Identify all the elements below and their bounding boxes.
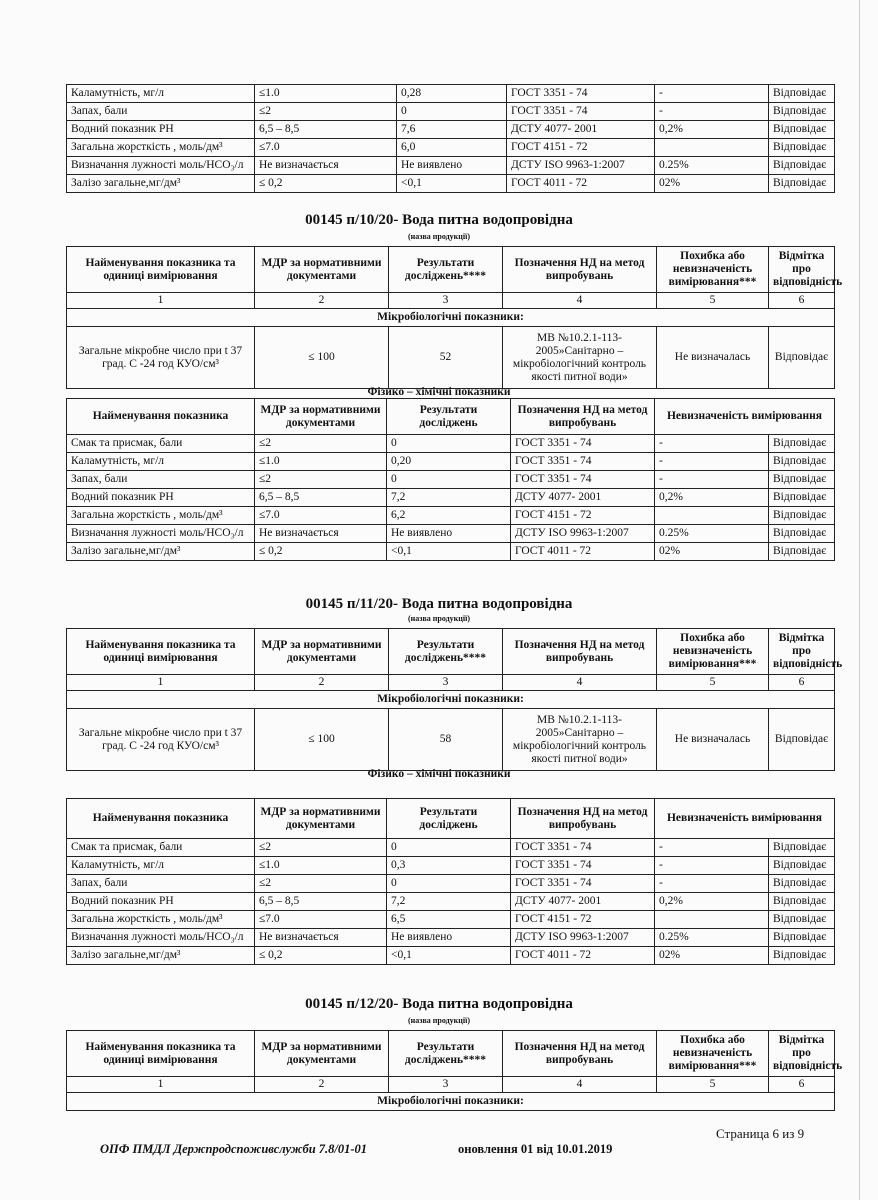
cell-col-5 bbox=[655, 911, 769, 929]
table-row bbox=[67, 875, 835, 893]
cell-col-6: Відповідає bbox=[769, 525, 835, 543]
column-number-2: 2 bbox=[255, 675, 389, 691]
cell-col-5: - bbox=[655, 435, 769, 453]
cell-col-1: Водний показник РН bbox=[67, 893, 255, 911]
column-header-3: Результати досліджень bbox=[387, 799, 511, 839]
cell-col-4: ДСТУ 4077- 2001 bbox=[507, 121, 655, 139]
column-header-4: Позначення НД на метод випробувань bbox=[511, 399, 655, 435]
cell-col-4: ГОСТ 4011 - 72 bbox=[507, 175, 655, 193]
cell-col-5: 02% bbox=[655, 947, 769, 965]
cell-col-2: ≤1.0 bbox=[255, 85, 397, 103]
cell-col-4: МВ №10.2.1-113-2005»Санітарно – мікробіологічний контроль якості питної води» bbox=[503, 327, 657, 389]
cell-col-1: Каламутність, мг/л bbox=[67, 453, 255, 471]
cell-col-6: Відповідає bbox=[769, 893, 835, 911]
cell-col-2: ≤2 bbox=[255, 103, 397, 121]
column-header-5: Похибка або невизначеність вимірювання*** bbox=[657, 247, 769, 293]
column-header-2: МДР за нормативними документами bbox=[255, 247, 389, 293]
cell-col-3: 7,2 bbox=[387, 489, 511, 507]
column-number-3: 3 bbox=[389, 675, 503, 691]
table-row bbox=[67, 139, 835, 157]
cell-col-3: 6,5 bbox=[387, 911, 511, 929]
cell-col-2: ≤7.0 bbox=[255, 139, 397, 157]
cell-col-2: ≤ 0,2 bbox=[255, 175, 397, 193]
cell-col-5 bbox=[655, 507, 769, 525]
cell-col-5: Не визначалась bbox=[657, 327, 769, 389]
cell-col-4: ГОСТ 3351 - 74 bbox=[507, 85, 655, 103]
cell-col-6: Відповідає bbox=[769, 157, 835, 175]
column-header-1: Найменування показника bbox=[67, 799, 255, 839]
cell-col-1: Залізо загальне,мг/дм³ bbox=[67, 175, 255, 193]
column-number-4: 4 bbox=[503, 293, 657, 309]
table-row bbox=[67, 893, 835, 911]
micro-label: Мікробіологічні показники: bbox=[67, 1093, 835, 1111]
cell-col-5: - bbox=[655, 85, 769, 103]
column-number-6: 6 bbox=[769, 293, 835, 309]
cell-col-3: 6,2 bbox=[387, 507, 511, 525]
cell-col-6: Відповідає bbox=[769, 875, 835, 893]
cell-col-3: 0 bbox=[387, 435, 511, 453]
cell-col-2: 6,5 – 8,5 bbox=[255, 121, 397, 139]
column-number-2: 2 bbox=[255, 1077, 389, 1093]
cell-col-1: Каламутність, мг/л bbox=[67, 85, 255, 103]
cell-col-5: - bbox=[655, 471, 769, 489]
cell-col-6: Відповідає bbox=[769, 139, 835, 157]
cell-col-5: - bbox=[655, 103, 769, 121]
micro-header-row bbox=[67, 247, 835, 293]
table-row bbox=[67, 103, 835, 121]
cell-col-3: 6,0 bbox=[397, 139, 507, 157]
cell-col-6: Відповідає bbox=[769, 857, 835, 875]
cell-col-4: ГОСТ 3351 - 74 bbox=[511, 857, 655, 875]
cell-col-2: 6,5 – 8,5 bbox=[255, 893, 387, 911]
column-header-5: Похибка або невизначеність вимірювання*** bbox=[657, 1031, 769, 1077]
column-numbers-row bbox=[67, 1077, 835, 1093]
cell-col-4: ДСТУ ISO 9963-1:2007 bbox=[511, 525, 655, 543]
cell-col-3: 0,28 bbox=[397, 85, 507, 103]
phys-label-10: Фізико – хімічні показники bbox=[367, 386, 511, 398]
cell-col-3: 0 bbox=[387, 471, 511, 489]
cell-col-5: Не визначалась bbox=[657, 709, 769, 771]
column-header-1: Найменування показника та одиниці вимірювання bbox=[67, 247, 255, 293]
column-header-2: МДР за нормативними документами bbox=[255, 799, 387, 839]
cell-col-2: ≤1.0 bbox=[255, 453, 387, 471]
column-header-2: МДР за нормативними документами bbox=[255, 399, 387, 435]
table-row bbox=[67, 471, 835, 489]
micro-label-row bbox=[67, 1093, 835, 1111]
table-row bbox=[67, 947, 835, 965]
column-number-5: 5 bbox=[657, 293, 769, 309]
cell-col-3: <0,1 bbox=[397, 175, 507, 193]
cell-col-1: Визначання лужності моль/НСО₃/л bbox=[67, 525, 255, 543]
section-title-10: 00145 п/10/20- Вода питна водопровідна bbox=[305, 212, 573, 228]
table-row bbox=[67, 175, 835, 193]
cell-col-6: Відповідає bbox=[769, 121, 835, 139]
cell-col-2: ≤7.0 bbox=[255, 507, 387, 525]
table-row bbox=[67, 157, 835, 175]
product-caption: (назва продукції) bbox=[407, 1016, 470, 1025]
cell-col-4: ГОСТ 3351 - 74 bbox=[511, 839, 655, 857]
micro-data-row bbox=[67, 709, 835, 771]
table-row bbox=[67, 857, 835, 875]
column-header-6: Відмітка про відповідність bbox=[769, 247, 835, 293]
column-number-1: 1 bbox=[67, 675, 255, 691]
cell-col-4: ГОСТ 4151 - 72 bbox=[511, 911, 655, 929]
cell-col-1: Загальне мікробне число при t 37 град. С -24 год КУО/см³ bbox=[67, 709, 255, 771]
cell-col-4: ГОСТ 3351 - 74 bbox=[507, 103, 655, 121]
section-title-12: 00145 п/12/20- Вода питна водопровідна bbox=[305, 996, 573, 1012]
cell-col-6: Відповідає bbox=[769, 435, 835, 453]
table-row bbox=[67, 911, 835, 929]
cell-col-2: ≤ 100 bbox=[255, 709, 389, 771]
micro-label: Мікробіологічні показники: bbox=[67, 691, 835, 709]
cell-col-4: МВ №10.2.1-113-2005»Санітарно – мікробіологічний контроль якості питної води» bbox=[503, 709, 657, 771]
cell-col-6: Відповідає bbox=[769, 507, 835, 525]
page-number: Страница 6 из 9 bbox=[716, 1126, 805, 1141]
column-header-5: Невизначеність вимірювання bbox=[655, 399, 835, 435]
column-header-3: Результати досліджень**** bbox=[389, 629, 503, 675]
cell-col-1: Загальне мікробне число при t 37 град. С -24 год КУО/см³ bbox=[67, 327, 255, 389]
cell-col-6: Відповідає bbox=[769, 839, 835, 857]
physico-chemical-table-11 bbox=[66, 798, 835, 965]
cell-col-4: ДСТУ 4077- 2001 bbox=[511, 893, 655, 911]
micro-header-row bbox=[67, 629, 835, 675]
column-header-4: Позначення НД на метод випробувань bbox=[503, 629, 657, 675]
column-header-1: Найменування показника та одиниці вимірювання bbox=[67, 629, 255, 675]
cell-col-6: Відповідає bbox=[769, 85, 835, 103]
column-number-5: 5 bbox=[657, 675, 769, 691]
column-header-5: Похибка або невизначеність вимірювання*** bbox=[657, 629, 769, 675]
micro-header-row bbox=[67, 1031, 835, 1077]
cell-col-1: Запах, бали bbox=[67, 875, 255, 893]
column-header-3: Результати досліджень**** bbox=[389, 247, 503, 293]
cell-col-4: ДСТУ ISO 9963-1:2007 bbox=[507, 157, 655, 175]
column-number-3: 3 bbox=[389, 1077, 503, 1093]
column-header-3: Результати досліджень bbox=[387, 399, 511, 435]
table-row bbox=[67, 435, 835, 453]
column-numbers-row bbox=[67, 675, 835, 691]
cell-col-2: ≤2 bbox=[255, 471, 387, 489]
column-number-1: 1 bbox=[67, 1077, 255, 1093]
cell-col-6: Відповідає bbox=[769, 911, 835, 929]
cell-col-2: ≤2 bbox=[255, 875, 387, 893]
cell-col-6: Відповідає bbox=[769, 103, 835, 121]
cell-col-6: Відповідає bbox=[769, 929, 835, 947]
cell-col-1: Визначання лужності моль/НСО₃/л bbox=[67, 157, 255, 175]
column-header-6: Відмітка про відповідність bbox=[769, 1031, 835, 1077]
product-caption: (назва продукції) bbox=[407, 614, 470, 623]
form-code: ОПФ ПМДЛ Держпродспоживслужби 7.8/01-01 bbox=[100, 1142, 368, 1156]
cell-col-5: - bbox=[655, 875, 769, 893]
cell-col-4: ГОСТ 3351 - 74 bbox=[511, 453, 655, 471]
cell-col-3: <0,1 bbox=[387, 543, 511, 561]
phys-header-row bbox=[67, 799, 835, 839]
table-row bbox=[67, 453, 835, 471]
cell-col-5: 02% bbox=[655, 543, 769, 561]
cell-col-4: ГОСТ 3351 - 74 bbox=[511, 875, 655, 893]
cell-col-3: 0,20 bbox=[387, 453, 511, 471]
cell-col-6: Відповідає bbox=[769, 543, 835, 561]
column-header-3: Результати досліджень**** bbox=[389, 1031, 503, 1077]
cell-col-3: 0 bbox=[397, 103, 507, 121]
cell-col-5: 0,2% bbox=[655, 489, 769, 507]
column-header-5: Невизначеність вимірювання bbox=[655, 799, 835, 839]
column-number-3: 3 bbox=[389, 293, 503, 309]
column-numbers-row bbox=[67, 293, 835, 309]
cell-col-4: ДСТУ 4077- 2001 bbox=[511, 489, 655, 507]
column-number-1: 1 bbox=[67, 293, 255, 309]
cell-col-2: ≤2 bbox=[255, 435, 387, 453]
section-title-11: 00145 п/11/20- Вода питна водопровідна bbox=[305, 596, 573, 612]
cell-col-3: 7,6 bbox=[397, 121, 507, 139]
cell-col-2: ≤2 bbox=[255, 839, 387, 857]
cell-col-3: Не виявлено bbox=[387, 929, 511, 947]
cell-col-2: ≤1.0 bbox=[255, 857, 387, 875]
cell-col-4: ГОСТ 3351 - 74 bbox=[511, 435, 655, 453]
cell-col-3: 0,3 bbox=[387, 857, 511, 875]
table-row bbox=[67, 839, 835, 857]
micro-label: Мікробіологічні показники: bbox=[67, 309, 835, 327]
cell-col-3: 58 bbox=[389, 709, 503, 771]
product-caption: (назва продукції) bbox=[407, 232, 470, 241]
cell-col-1: Залізо загальне,мг/дм³ bbox=[67, 947, 255, 965]
cell-col-2: Не визначається bbox=[255, 525, 387, 543]
cell-col-1: Залізо загальне,мг/дм³ bbox=[67, 543, 255, 561]
cell-col-6: Відповідає bbox=[769, 947, 835, 965]
cell-col-3: 0 bbox=[387, 839, 511, 857]
cell-col-3: 0 bbox=[387, 875, 511, 893]
cell-col-6: Відповідає bbox=[769, 327, 835, 389]
cell-col-1: Запах, бали bbox=[67, 103, 255, 121]
cell-col-5: 02% bbox=[655, 175, 769, 193]
physico-chemical-table-top bbox=[66, 84, 835, 193]
table-row bbox=[67, 525, 835, 543]
cell-col-1: Каламутність, мг/л bbox=[67, 857, 255, 875]
cell-col-3: Не виявлено bbox=[387, 525, 511, 543]
cell-col-5: 0.25% bbox=[655, 929, 769, 947]
cell-col-1: Водний показник РН bbox=[67, 489, 255, 507]
cell-col-1: Визначання лужності моль/НСО₃/л bbox=[67, 929, 255, 947]
cell-col-2: 6,5 – 8,5 bbox=[255, 489, 387, 507]
table-row bbox=[67, 489, 835, 507]
cell-col-3: 52 bbox=[389, 327, 503, 389]
phys-label-11: Фізико – хімічні показники bbox=[367, 768, 511, 780]
table-row bbox=[67, 929, 835, 947]
cell-col-1: Запах, бали bbox=[67, 471, 255, 489]
cell-col-4: ДСТУ ISO 9963-1:2007 bbox=[511, 929, 655, 947]
cell-col-1: Смак та присмак, бали bbox=[67, 839, 255, 857]
cell-col-5: 0,2% bbox=[655, 121, 769, 139]
phys-header-row bbox=[67, 399, 835, 435]
cell-col-6: Відповідає bbox=[769, 489, 835, 507]
cell-col-1: Водний показник РН bbox=[67, 121, 255, 139]
cell-col-2: ≤ 0,2 bbox=[255, 947, 387, 965]
column-number-4: 4 bbox=[503, 675, 657, 691]
cell-col-6: Відповідає bbox=[769, 471, 835, 489]
cell-col-5: 0,2% bbox=[655, 893, 769, 911]
cell-col-3: <0,1 bbox=[387, 947, 511, 965]
micro-data-row bbox=[67, 327, 835, 389]
cell-col-1: Загальна жорсткість , моль/дм³ bbox=[67, 911, 255, 929]
microbiology-table-12 bbox=[66, 1030, 843, 1111]
column-number-6: 6 bbox=[769, 1077, 835, 1093]
column-header-4: Позначення НД на метод випробувань bbox=[511, 799, 655, 839]
cell-col-1: Загальна жорсткість , моль/дм³ bbox=[67, 507, 255, 525]
micro-label-row bbox=[67, 309, 835, 327]
cell-col-5: - bbox=[655, 453, 769, 471]
cell-col-2: Не визначається bbox=[255, 929, 387, 947]
table-row bbox=[67, 543, 835, 561]
cell-col-2: ≤ 0,2 bbox=[255, 543, 387, 561]
column-number-6: 6 bbox=[769, 675, 835, 691]
micro-label-row bbox=[67, 691, 835, 709]
physico-chemical-table-10 bbox=[66, 398, 835, 561]
column-number-5: 5 bbox=[657, 1077, 769, 1093]
column-header-6: Відмітка про відповідність bbox=[769, 629, 835, 675]
table-row bbox=[67, 121, 835, 139]
cell-col-4: ГОСТ 3351 - 74 bbox=[511, 471, 655, 489]
cell-col-6: Відповідає bbox=[769, 709, 835, 771]
column-number-4: 4 bbox=[503, 1077, 657, 1093]
cell-col-5: - bbox=[655, 839, 769, 857]
column-header-1: Найменування показника та одиниці вимірювання bbox=[67, 1031, 255, 1077]
column-header-4: Позначення НД на метод випробувань bbox=[503, 247, 657, 293]
cell-col-5 bbox=[655, 139, 769, 157]
cell-col-6: Відповідає bbox=[769, 453, 835, 471]
table-row bbox=[67, 507, 835, 525]
cell-col-2: Не визначається bbox=[255, 157, 397, 175]
cell-col-2: ≤ 100 bbox=[255, 327, 389, 389]
cell-col-2: ≤7.0 bbox=[255, 911, 387, 929]
cell-col-4: ГОСТ 4011 - 72 bbox=[511, 543, 655, 561]
cell-col-3: Не виявлено bbox=[397, 157, 507, 175]
cell-col-5: 0.25% bbox=[655, 157, 769, 175]
cell-col-1: Загальна жорсткість , моль/дм³ bbox=[67, 139, 255, 157]
cell-col-3: 7,2 bbox=[387, 893, 511, 911]
column-header-2: МДР за нормативними документами bbox=[255, 629, 389, 675]
cell-col-6: Відповідає bbox=[769, 175, 835, 193]
revision-note: оновлення 01 від 10.01.2019 bbox=[458, 1142, 613, 1156]
column-header-1: Найменування показника bbox=[67, 399, 255, 435]
microbiology-table-11 bbox=[66, 628, 843, 771]
column-header-2: МДР за нормативними документами bbox=[255, 1031, 389, 1077]
table-row bbox=[67, 85, 835, 103]
cell-col-5: - bbox=[655, 857, 769, 875]
cell-col-1: Смак та присмак, бали bbox=[67, 435, 255, 453]
cell-col-4: ГОСТ 4011 - 72 bbox=[511, 947, 655, 965]
column-header-4: Позначення НД на метод випробувань bbox=[503, 1031, 657, 1077]
cell-col-4: ГОСТ 4151 - 72 bbox=[511, 507, 655, 525]
column-number-2: 2 bbox=[255, 293, 389, 309]
cell-col-5: 0.25% bbox=[655, 525, 769, 543]
cell-col-4: ГОСТ 4151 - 72 bbox=[507, 139, 655, 157]
microbiology-table-10 bbox=[66, 246, 843, 389]
